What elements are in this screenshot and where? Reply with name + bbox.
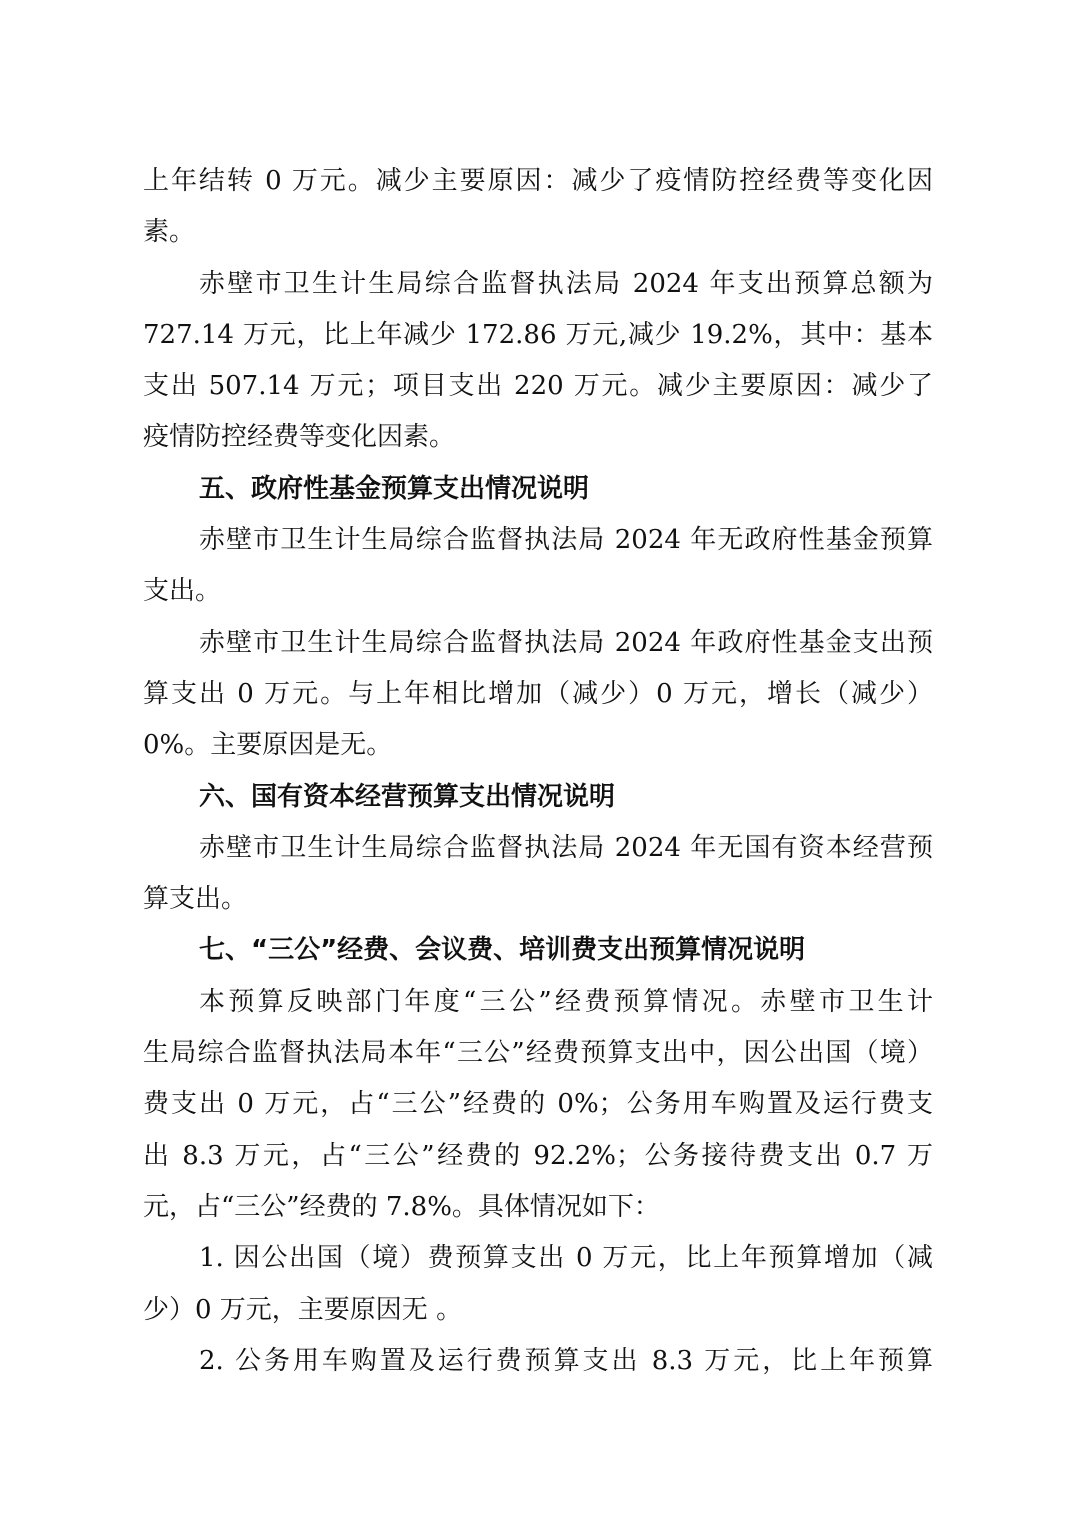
paragraph-line: 赤壁市卫生计生局综合监督执法局 2024 年政府性基金支出预 (199, 627, 933, 658)
paragraph-line: 算支出 0 万元。与上年相比增加（减少）0 万元，增长（减少） (143, 678, 933, 709)
paragraph-line: 上年结转 0 万元。减少主要原因：减少了疫情防控经费等变化因 (143, 166, 933, 196)
paragraph-line: 赤壁市卫生计生局综合监督执法局 2024 年无国有资本经营预 (199, 832, 933, 863)
paragraph-line: 本预算反映部门年度“三公”经费预算情况。赤壁市卫生计 (199, 986, 933, 1017)
paragraph-line: 赤壁市卫生计生局综合监督执法局 2024 年支出预算总额为 (199, 268, 933, 299)
paragraph-line: 赤壁市卫生计生局综合监督执法局 2024 年无政府性基金预算 (199, 525, 933, 556)
section-heading: 五、政府性基金预算支出情况说明 (199, 473, 590, 504)
paragraph-line: 0%。主要原因是无。 (143, 730, 393, 761)
document-body (143, 156, 933, 1387)
list-item-line: 1. 因公出国（境）费预算支出 0 万元，比上年预算增加（减 (199, 1243, 933, 1274)
paragraph-line: 支出 507.14 万元；项目支出 220 万元。减少主要原因：减少了 (143, 371, 933, 402)
section-heading: 六、国有资本经营预算支出情况说明 (199, 781, 616, 812)
paragraph-line: 支出。 (143, 576, 222, 607)
paragraph-line: 素。 (143, 217, 196, 248)
paragraph-line: 算支出。 (143, 884, 248, 915)
paragraph-line: 生局综合监督执法局本年“三公”经费预算支出中，因公出国（境） (143, 1038, 933, 1069)
paragraph-line: 费支出 0 万元，占“三公”经费的 0%；公务用车购置及运行费支 (143, 1089, 933, 1120)
list-item-line: 少）0 万元，主要原因无 。 (143, 1294, 463, 1325)
paragraph-line: 出 8.3 万元，占“三公”经费的 92.2%；公务接待费支出 0.7 万 (143, 1140, 933, 1171)
list-item-line: 2. 公务用车购置及运行费预算支出 8.3 万元，比上年预算 (199, 1345, 933, 1376)
paragraph-line: 727.14 万元，比上年减少 172.86 万元,减少 19.2%，其中：基本 (143, 319, 933, 350)
section-heading: 七、“三公”经费、会议费、培训费支出预算情况说明 (199, 935, 806, 966)
paragraph-line: 元，占“三公”经费的 7.8%。具体情况如下： (143, 1191, 660, 1222)
paragraph-line: 疫情防控经费等变化因素。 (143, 422, 456, 453)
